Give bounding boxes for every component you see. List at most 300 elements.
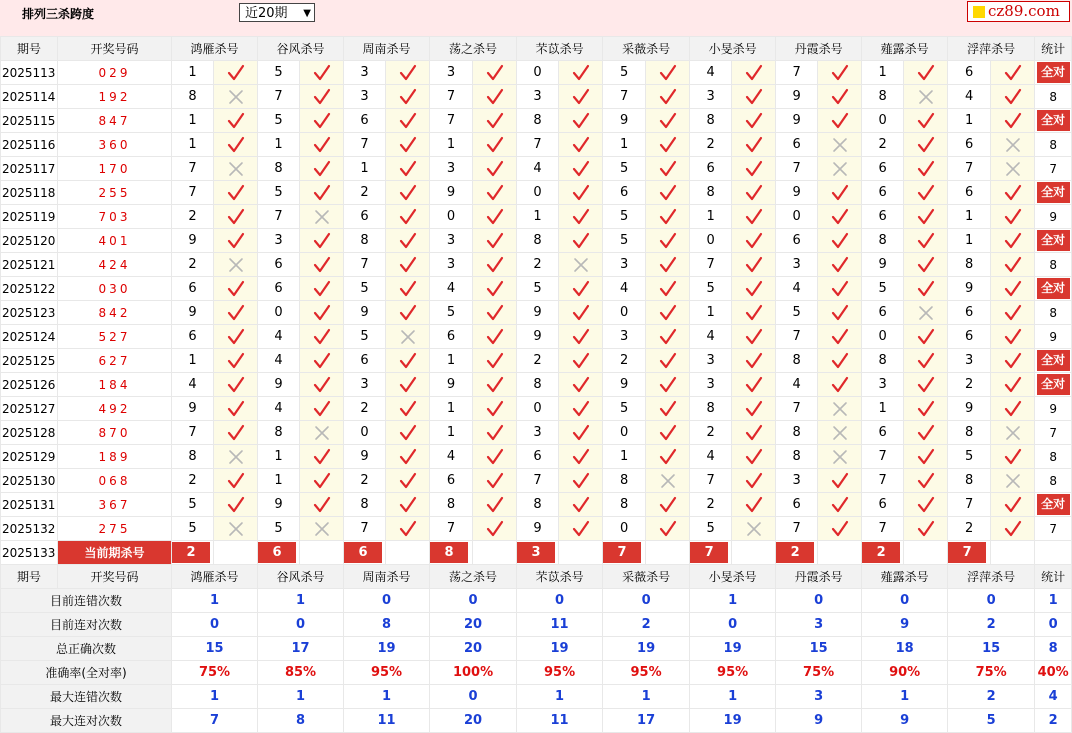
result-cell [818,469,862,493]
cross-icon [398,329,418,343]
kill-number-cell: 1 [948,109,991,133]
check-icon [398,185,418,199]
current-kill-cell [603,541,646,565]
kill-number-cell: 8 [517,109,559,133]
result-cell [214,181,258,205]
kill-number-cell: 3 [430,61,473,85]
current-kill-cell [690,541,732,565]
kill-number-cell: 4 [258,397,300,421]
result-cell [818,109,862,133]
kill-number-cell: 4 [690,325,732,349]
result-cell [386,85,430,109]
kill-number-cell: 0 [517,61,559,85]
correct-count: 9 [1049,401,1057,416]
result-cell [818,445,862,469]
result-cell [473,181,517,205]
kill-number-cell: 5 [603,157,646,181]
kill-number-cell: 3 [603,325,646,349]
col-expert: 小旻杀号 [690,565,776,589]
result-cell [818,277,862,301]
kill-number-cell: 3 [603,253,646,277]
result-cell [646,85,690,109]
check-icon [830,473,850,487]
period-cell: 2025113 [1,61,58,85]
check-icon [398,161,418,175]
kill-number-cell: 7 [258,85,300,109]
result-cell [473,493,517,517]
result-cell [818,397,862,421]
all-correct-badge: 全对 [1037,278,1070,299]
check-icon [485,305,505,319]
check-icon [312,233,332,247]
stat-value: 0 [603,589,690,613]
table-row [1,397,1072,421]
correct-count: 8 [1049,89,1057,104]
check-icon [916,281,936,295]
result-cell [214,133,258,157]
check-icon [1003,521,1023,535]
result-cell [904,205,948,229]
check-icon [312,185,332,199]
kill-number-cell: 5 [690,277,732,301]
kill-number-cell: 7 [948,157,991,181]
kill-number-cell: 2 [690,493,732,517]
check-icon [485,185,505,199]
result-cell [904,325,948,349]
empty-cell [732,541,776,565]
check-icon [485,353,505,367]
check-icon [1003,329,1023,343]
check-icon [485,497,505,511]
result-cell [473,421,517,445]
kill-number-cell: 6 [430,469,473,493]
kill-number-cell: 9 [862,253,904,277]
stat-cell [1035,373,1072,397]
result-cell [300,277,344,301]
result-cell [214,85,258,109]
kill-number-cell: 6 [862,157,904,181]
col-expert: 鸿雁杀号 [172,565,258,589]
check-icon [571,137,591,151]
check-icon [485,137,505,151]
kill-number-cell: 9 [344,445,386,469]
kill-number-cell: 3 [430,253,473,277]
kill-number-cell: 5 [172,493,214,517]
result-cell [559,349,603,373]
period-cell: 2025119 [1,205,58,229]
col-period: 期号 [1,565,58,589]
kill-number-cell: 7 [172,157,214,181]
cross-icon [226,521,246,535]
table-row [1,61,1072,85]
check-icon [571,353,591,367]
current-kill-cell [948,541,991,565]
col-expert: 丹霞杀号 [776,565,862,589]
kill-number-cell: 7 [344,253,386,277]
kill-number-cell: 6 [344,349,386,373]
result-cell [646,373,690,397]
result-cell [559,253,603,277]
kill-number-cell: 4 [430,445,473,469]
stat-value: 11 [344,709,430,733]
check-icon [398,113,418,127]
kill-number-cell: 6 [430,325,473,349]
cross-icon [658,473,678,487]
stat-value: 95% [603,661,690,685]
result-cell [300,517,344,541]
cross-icon [1003,137,1023,151]
result-cell [818,85,862,109]
check-icon [571,497,591,511]
check-icon [916,329,936,343]
result-cell [646,157,690,181]
check-icon [571,473,591,487]
check-icon [1003,353,1023,367]
kill-number-cell: 6 [776,493,818,517]
result-cell [732,133,776,157]
stat-row [1,637,1072,661]
check-icon [485,521,505,535]
current-kill-number: 2 [172,542,210,563]
col-number: 开奖号码 [58,37,172,61]
kill-number-cell: 1 [172,109,214,133]
kill-number-cell: 2 [172,469,214,493]
stat-value: 0 [258,613,344,637]
check-icon [312,329,332,343]
kill-number-cell: 9 [603,373,646,397]
check-icon [571,233,591,247]
result-cell [473,373,517,397]
kill-number-cell: 7 [862,517,904,541]
current-kill-cell [517,541,559,565]
stat-value: 0 [862,589,948,613]
kill-number-cell: 7 [776,61,818,85]
result-cell [991,85,1035,109]
stat-value: 19 [603,637,690,661]
current-kill-cell [776,541,818,565]
result-cell [904,133,948,157]
check-icon [226,137,246,151]
site-logo[interactable] [967,1,1070,22]
check-icon [398,401,418,415]
check-icon [916,521,936,535]
stat-value: 75% [776,661,862,685]
result-cell [991,109,1035,133]
check-icon [312,161,332,175]
current-kill-number: 6 [344,542,382,563]
stat-cell [1035,421,1072,445]
result-cell [991,397,1035,421]
stat-value: 18 [862,637,948,661]
kill-number-cell: 8 [776,349,818,373]
table-row [1,181,1072,205]
table-row [1,349,1072,373]
draw-number-cell: 870 [58,421,172,445]
result-cell [559,157,603,181]
check-icon [398,89,418,103]
kill-number-cell: 1 [258,445,300,469]
result-cell [818,349,862,373]
check-icon [312,137,332,151]
check-icon [571,449,591,463]
kill-number-cell: 2 [344,469,386,493]
draw-number-cell: 184 [58,373,172,397]
check-icon [1003,233,1023,247]
cross-icon [916,89,936,103]
stat-value: 0 [430,589,517,613]
stat-cell [1035,445,1072,469]
result-cell [732,157,776,181]
stat-cell [1035,61,1072,85]
kill-number-cell: 7 [517,469,559,493]
check-icon [485,449,505,463]
kill-number-cell: 2 [690,133,732,157]
period-range-value: 近20期 [245,6,288,21]
cross-icon [312,425,332,439]
result-cell [386,205,430,229]
check-icon [744,377,764,391]
kill-number-cell: 1 [430,349,473,373]
check-icon [1003,305,1023,319]
result-cell [386,349,430,373]
check-icon [312,401,332,415]
check-icon [1003,281,1023,295]
period-cell: 2025130 [1,469,58,493]
table-row [1,253,1072,277]
check-icon [312,305,332,319]
kill-number-cell: 6 [344,109,386,133]
correct-count: 9 [1049,329,1057,344]
period-range-select[interactable] [239,3,315,22]
table-row [1,133,1072,157]
current-kill-cell [172,541,214,565]
kill-number-cell: 0 [344,421,386,445]
stat-value: 19 [344,637,430,661]
kill-number-cell: 1 [344,157,386,181]
kill-number-cell: 7 [948,493,991,517]
kill-number-cell: 8 [690,109,732,133]
check-icon [916,353,936,367]
result-cell [732,205,776,229]
all-correct-badge: 全对 [1037,350,1070,371]
check-icon [744,425,764,439]
result-cell [732,445,776,469]
kill-number-cell: 3 [344,85,386,109]
col-expert: 丹霞杀号 [776,37,862,61]
check-icon [312,257,332,271]
current-kill-number: 7 [948,542,986,563]
stat-label: 目前连对次数 [1,613,172,637]
kill-number-cell: 3 [344,373,386,397]
kill-number-cell: 6 [862,181,904,205]
kill-number-cell: 5 [948,445,991,469]
kill-number-cell: 8 [948,253,991,277]
kill-number-cell: 3 [776,253,818,277]
kill-number-cell: 8 [172,85,214,109]
kill-number-cell: 9 [344,301,386,325]
kill-number-cell: 7 [862,445,904,469]
kill-number-cell: 8 [862,229,904,253]
kill-number-cell: 5 [258,517,300,541]
check-icon [916,65,936,79]
check-icon [744,185,764,199]
check-icon [1003,497,1023,511]
kill-number-cell: 9 [258,493,300,517]
stat-value: 2 [948,685,1035,709]
result-cell [386,229,430,253]
kill-number-cell: 6 [344,205,386,229]
stat-value: 0 [948,589,1035,613]
table-row [1,85,1072,109]
result-cell [214,349,258,373]
cross-icon [226,257,246,271]
all-correct-badge: 全对 [1037,110,1070,131]
result-cell [991,253,1035,277]
check-icon [830,329,850,343]
kill-number-cell: 3 [258,229,300,253]
page-title: 排列三杀跨度 [22,7,95,21]
check-icon [571,113,591,127]
result-cell [818,253,862,277]
kill-number-cell: 8 [430,493,473,517]
kill-number-cell: 8 [603,469,646,493]
check-icon [658,137,678,151]
col-expert: 浮萍杀号 [948,37,1035,61]
kill-number-cell: 5 [862,277,904,301]
kill-number-cell: 9 [603,109,646,133]
check-icon [744,161,764,175]
check-icon [485,329,505,343]
draw-number-cell: 401 [58,229,172,253]
kill-number-cell: 7 [172,421,214,445]
check-icon [658,305,678,319]
result-cell [646,277,690,301]
top-bar [0,0,1072,36]
kill-number-cell: 9 [517,301,559,325]
result-cell [646,301,690,325]
kill-number-cell: 4 [430,277,473,301]
result-cell [818,157,862,181]
kill-number-cell: 0 [603,517,646,541]
result-cell [214,229,258,253]
stat-value: 0 [172,613,258,637]
kill-number-cell: 4 [603,277,646,301]
result-cell [300,301,344,325]
stat-total: 4 [1035,685,1072,709]
result-cell [646,445,690,469]
stat-cell [1035,301,1072,325]
kill-number-cell: 8 [603,493,646,517]
stat-cell [1035,205,1072,229]
col-expert: 芣苡杀号 [517,565,603,589]
result-cell [646,421,690,445]
check-icon [398,233,418,247]
kill-number-cell: 3 [776,469,818,493]
check-icon [226,281,246,295]
table-row [1,493,1072,517]
kill-number-cell: 7 [690,253,732,277]
kill-number-cell: 4 [948,85,991,109]
result-cell [473,397,517,421]
result-cell [473,445,517,469]
check-icon [916,185,936,199]
draw-number-cell: 367 [58,493,172,517]
check-icon [312,113,332,127]
check-icon [658,377,678,391]
check-icon [226,209,246,223]
kill-number-cell: 3 [862,373,904,397]
kill-number-cell: 0 [430,205,473,229]
kill-number-cell: 0 [776,205,818,229]
kill-number-cell: 9 [776,109,818,133]
check-icon [830,281,850,295]
result-cell [386,397,430,421]
result-cell [904,349,948,373]
table-row [1,421,1072,445]
result-cell [473,85,517,109]
cross-icon [226,161,246,175]
result-cell [559,133,603,157]
stat-value: 95% [517,661,603,685]
result-cell [991,301,1035,325]
result-cell [214,397,258,421]
kill-number-cell: 5 [344,325,386,349]
result-cell [991,157,1035,181]
stat-cell [1035,349,1072,373]
result-cell [904,469,948,493]
cross-icon [312,521,332,535]
table-row [1,109,1072,133]
stat-value: 19 [517,637,603,661]
check-icon [398,305,418,319]
draw-number-cell: 627 [58,349,172,373]
result-cell [214,493,258,517]
current-kill-number: 6 [258,542,296,563]
result-cell [300,205,344,229]
stat-value: 19 [690,709,776,733]
stat-cell [1035,229,1072,253]
result-cell [300,85,344,109]
col-stat: 统计 [1035,37,1072,61]
result-cell [904,421,948,445]
result-cell [300,397,344,421]
kill-number-cell: 7 [776,157,818,181]
kill-number-cell: 0 [517,397,559,421]
period-cell: 2025129 [1,445,58,469]
check-icon [658,521,678,535]
logo-text: cz89.com [988,2,1060,20]
result-cell [300,469,344,493]
result-cell [646,493,690,517]
kill-number-cell: 8 [172,445,214,469]
result-cell [214,517,258,541]
check-icon [658,65,678,79]
result-cell [732,421,776,445]
check-icon [226,425,246,439]
kill-number-cell: 6 [948,133,991,157]
kill-number-cell: 6 [690,157,732,181]
stat-value: 3 [776,685,862,709]
check-icon [398,353,418,367]
kill-number-cell: 3 [690,349,732,373]
check-icon [571,89,591,103]
col-expert: 采薇杀号 [603,37,690,61]
check-icon [226,473,246,487]
kill-number-cell: 7 [517,133,559,157]
result-cell [991,205,1035,229]
result-cell [386,61,430,85]
kill-number-cell: 8 [862,85,904,109]
